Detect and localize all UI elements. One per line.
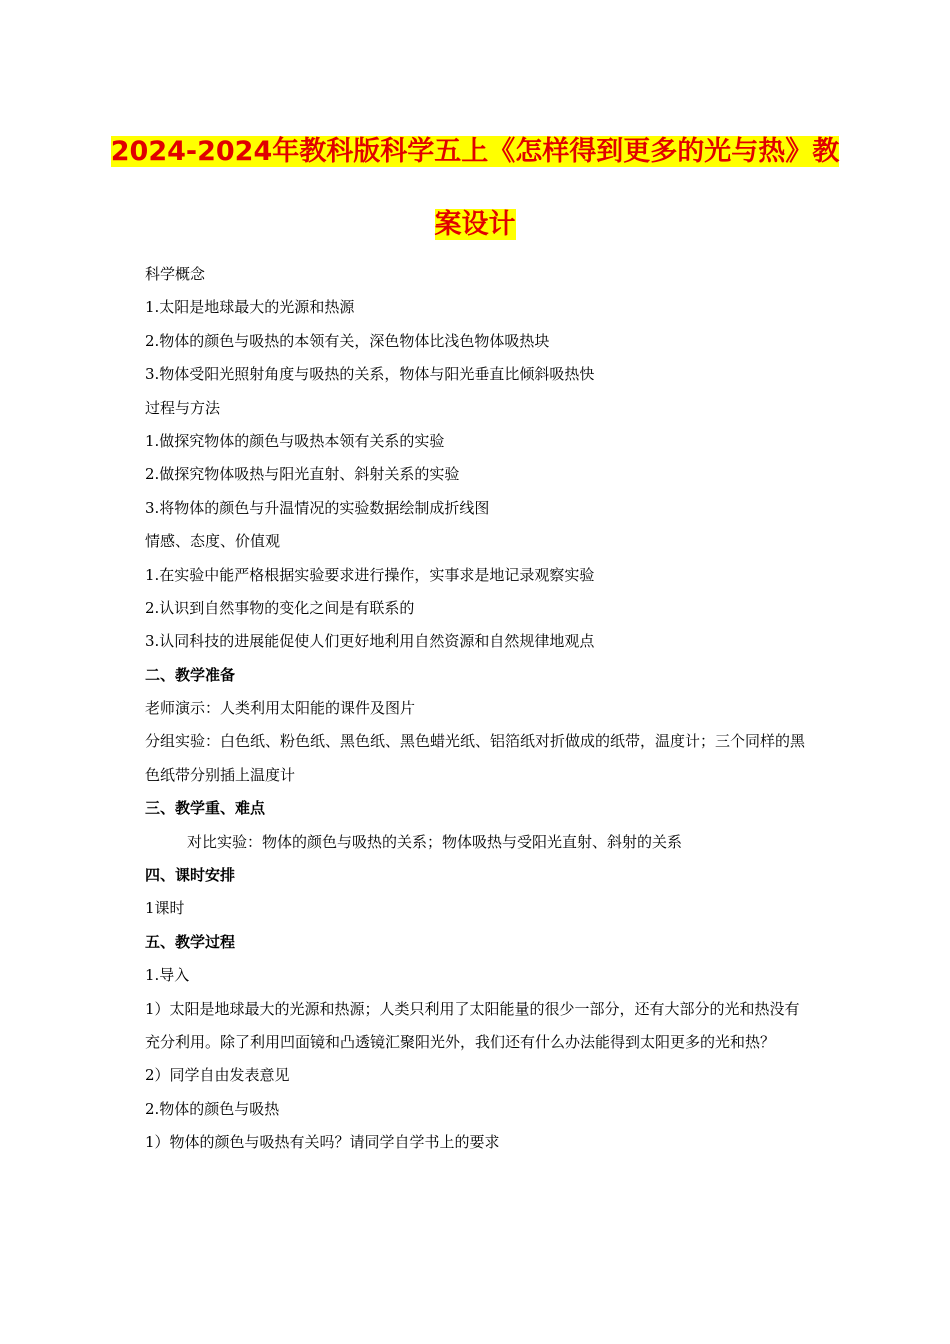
paragraph: 2.做探究物体吸热与阳光直射、斜射关系的实验 (145, 465, 460, 484)
section-heading-key-points: 三、教学重、难点 (145, 799, 266, 818)
section-heading-preparation: 二、教学准备 (145, 665, 236, 684)
document-title-line-1: 2024-2024年教科版科学五上《怎样得到更多的光与热》教 (110, 136, 840, 167)
paragraph: 2.物体的颜色与吸热的本领有关，深色物体比浅色物体吸热块 (145, 331, 550, 350)
paragraph: 2.认识到自然事物的变化之间是有联系的 (145, 598, 415, 617)
paragraph: 分组实验：白色纸、粉色纸、黑色纸、黑色蜡光纸、铝箔纸对折做成的纸带，温度计；三个同样的黑色纸带分别插上温度计 (145, 732, 806, 784)
paragraph: 1.在实验中能严格根据实验要求进行操作，实事求是地记录观察实验 (145, 565, 595, 584)
paragraph: 1课时 (145, 899, 185, 918)
paragraph: 2）同学自由发表意见 (145, 1066, 290, 1085)
paragraph: 1.太阳是地球最大的光源和热源 (145, 298, 355, 317)
paragraph: 1）太阳是地球最大的光源和热源；人类只利用了太阳能量的很少一部分，还有大部分的光和热没有充分利用。除了利用凹面镜和凸透镜汇聚阳光外，我们还有什么办法能得到太阳更多的光和热？ (145, 999, 800, 1052)
document-title-line-2: 案设计 (434, 209, 516, 240)
heading-scientific-concept: 科学概念 (145, 265, 206, 283)
document-body (145, 258, 810, 1160)
paragraph: 老师演示：人类利用太阳能的课件及图片 (145, 699, 416, 718)
paragraph: 3.物体受阳光照射角度与吸热的关系，物体与阳光垂直比倾斜吸热快 (145, 365, 595, 384)
paragraph: 3.将物体的颜色与升温情况的实验数据绘制成折线图 (145, 498, 490, 517)
paragraph: 对比实验：物体的颜色与吸热的关系；物体吸热与受阳光直射、斜射的关系 (187, 832, 683, 851)
paragraph: 1.做探究物体的颜色与吸热本领有关系的实验 (145, 431, 445, 450)
section-heading-schedule: 四、课时安排 (145, 866, 236, 885)
paragraph: 1.导入 (145, 966, 190, 985)
paragraph: 1）物体的颜色与吸热有关吗？请同学自学书上的要求 (145, 1133, 500, 1152)
paragraph: 2.物体的颜色与吸热 (145, 1099, 280, 1118)
section-heading-process: 五、教学过程 (145, 932, 236, 951)
heading-emotion-attitude: 情感、态度、价值观 (145, 532, 281, 551)
paragraph: 3.认同科技的进展能促使人们更好地利用自然资源和自然规律地观点 (145, 632, 595, 651)
heading-process-method: 过程与方法 (145, 398, 221, 417)
